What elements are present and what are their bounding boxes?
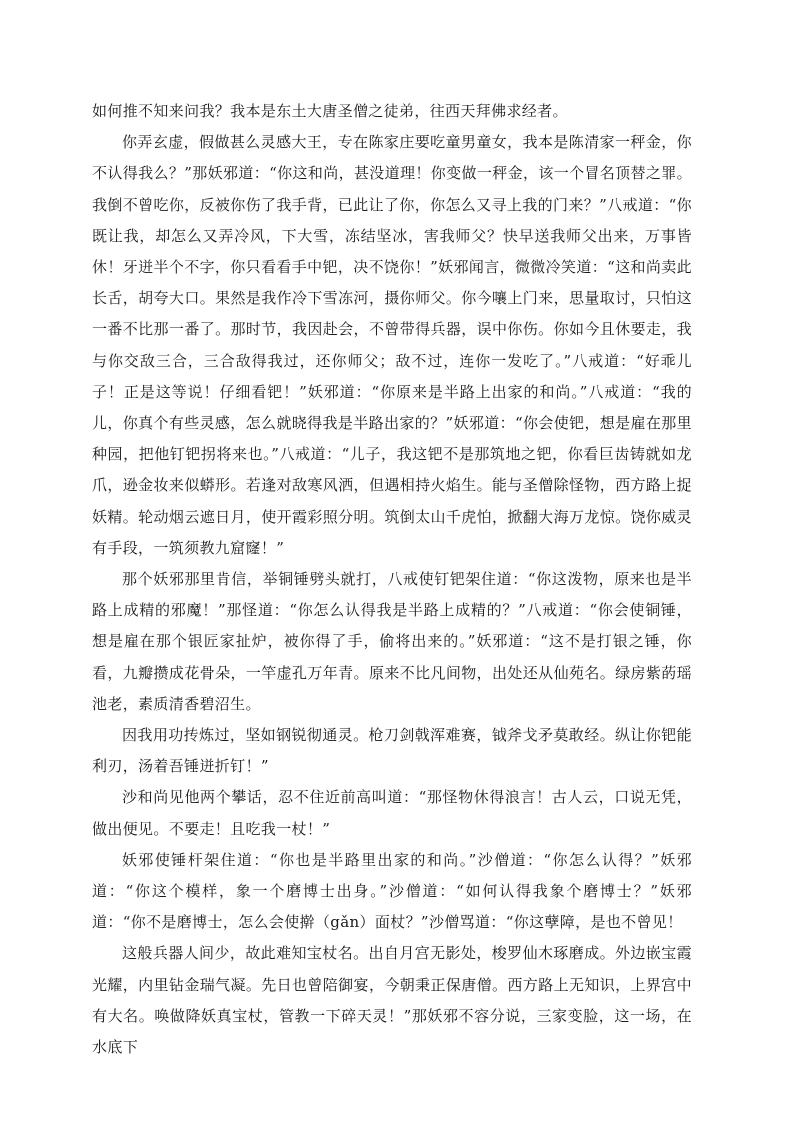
paragraph-4: 因我用功抟炼过，坚如钢锐彻通灵。枪刀剑戟浑难赛，钺斧戈矛莫敢经。纵让你钯能利刃，汤着吾锤迸折钉！” [92,726,692,776]
paragraph-3: 那个妖邪那里肯信，举铜锤劈头就打，八戒使钉钯架住道：“你这泼物，原来也是半路上成精的邪魔！”那怪道：“你怎么认得我是半路上成精的？”八戒道：“你会使铜锤，想是雇在那个银匠家扯炉，被你得了手，偷将出来的。”妖邪道：“这不是打银之锤，你看，九瓣攒成花骨朵，一竿虚孔万年青。原来不比凡间物，出处还从仙苑名。绿房紫菂瑶池老，素质清香碧沼生。 [92,570,692,713]
paragraph-2: 你弄玄虚，假做甚么灵感大王，专在陈家庄要吃童男童女，我本是陈清家一秤金，你不认得我么？”那妖邪道：“你这和尚，甚没道理！你变做一秤金，该一个冒名顶替之罪。我倒不曾吃你，反被你伤了我手背，已此让了你，你怎么又寻上我的门来？”八戒道：“你既让我，却怎么又弄冷风，下大雪，冻结坚冰，害我师父？快早送我师父出来，万事皆休！牙迸半个不字，你只看看手中钯，决不饶你！”妖邪闻言，微微冷笑道：“这和尚卖此长舌，胡夸大口。果然是我作冷下雪冻河，摄你师父。你今嚷上门来，思量取讨，只怕这一番不比那一番了。那时节，我因赴会，不曾带得兵器，误中你伤。你如今且休要走，我与你交敌三合，三合敌得我过，还你师父；敌不过，连你一发吃了。”八戒道：“好乖儿子！正是这等说！仔细看钯！”妖邪道：“你原来是半路上出家的和尚。”八戒道：“我的儿，你真个有些灵感，怎么就晓得我是半路出家的？”妖邪道：“你会使钯，想是雇在那里种园，把他钉钯拐将来也。”八戒道：“儿子，我这钯不是那筑地之钯，你看巨齿铸就如龙爪，逊金妆来似蟒形。若逢对敌寒风洒，但遇相持火焰生。能与圣僧除怪物，西方路上捉妖精。轮动烟云遮日月，使开霞彩照分明。筑倒太山千虎怕，掀翻大海万龙惊。饶你威灵有手段，一筑须教九窟窿！” [92,133,692,557]
paragraph-7: 这般兵器人间少，故此难知宝杖名。出自月宫无影处，梭罗仙木琢磨成。外边嵌宝霞光耀，内里钻金瑞气凝。先日也曾陪御宴，今朝秉正保唐僧。西方路上无知识，上界宫中有大名。唤做降妖真宝杖，管教一下碎天灵！”那妖邪不容分说，三家变脸，这一场，在水底下 [92,944,692,1057]
paragraph-1: 如何推不知来问我？我本是东土大唐圣僧之徒弟，往西天拜佛求经者。 [92,102,568,120]
paragraph-6: 妖邪使锤杆架住道：“你也是半路里出家的和尚。”沙僧道：“你怎么认得？”妖邪道：“你这个模样，象一个磨博士出身。”沙僧道：“如何认得我象个磨博士？”妖邪道：“你不是磨博士，怎么会使擀（gǎn）面杖？”沙僧骂道：“你这孽障，是也不曾见！ [92,850,692,932]
document-body [92,96,692,1063]
paragraph-5: 沙和尚见他两个攀话，忍不住近前高叫道：“那怪物休得浪言！古人云，口说无凭，做出便见。不要走！且吃我一杖！” [92,788,692,838]
